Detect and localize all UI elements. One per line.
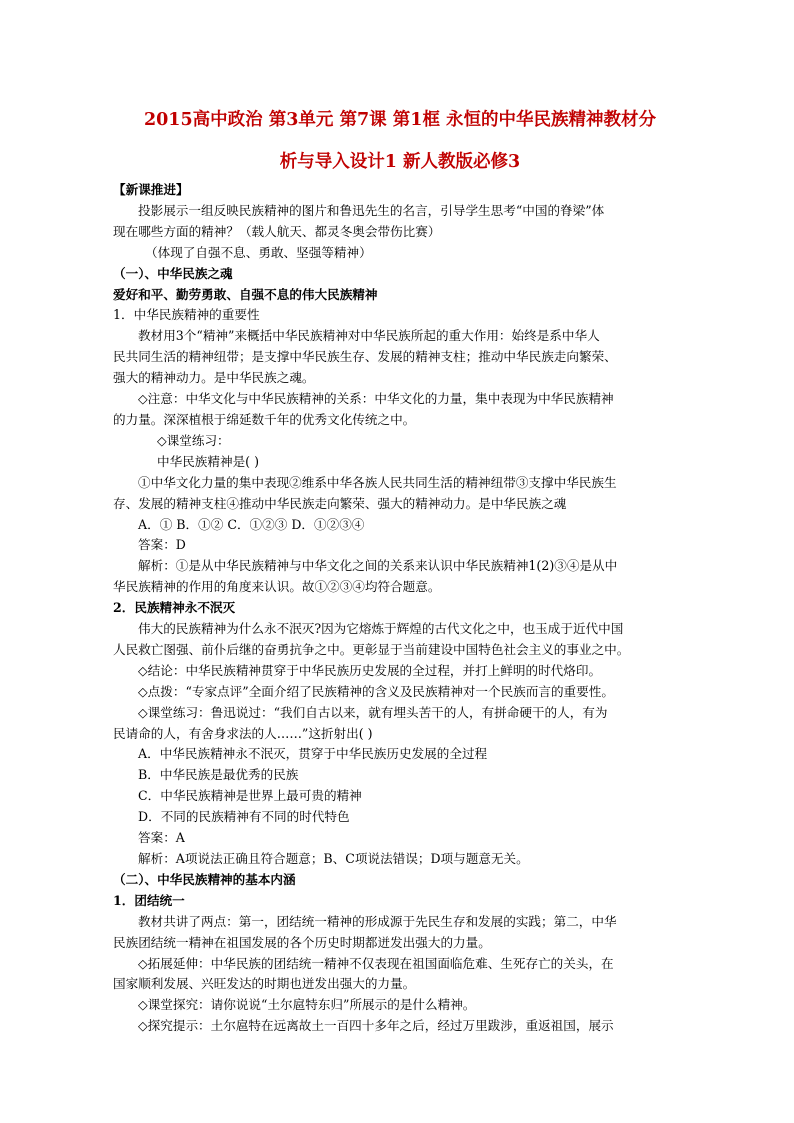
text-line: 民共同生活的精神纽带；是支撑中华民族生存、发展的精神支柱；推动中华民族走向繁荣、 — [113, 349, 617, 365]
text-line: 国家顺利发展、兴旺发达的时期也迸发出强大的力量。 — [113, 976, 416, 992]
text-line: 中华民族精神是( ) — [157, 453, 259, 469]
text-line: 爱好和平、勤劳勇敢、自强不息的伟大民族精神 — [113, 286, 378, 302]
text-line: 伟大的民族精神为什么永不泯灭?因为它熔炼于辉煌的古代文化之中，也玉成于近代中国 — [138, 621, 624, 637]
document-title-line-2: 析与导入设计1 新人教版必修3 — [279, 152, 521, 172]
text-line: 2．民族精神永不泯灭 — [113, 600, 236, 616]
text-line: 民请命的人，有舍身求法的人……”这折射出( ) — [113, 725, 373, 741]
text-line: D．不同的民族精神有不同的时代特色 — [138, 809, 350, 825]
text-line: 存、发展的精神支柱④推动中华民族走向繁荣、强大的精神动力。是中华民族之魂 — [113, 495, 567, 511]
text-line: 人民救亡图强、前仆后继的奋勇抗争之中。更彰显于当前建设中国特色社会主义的事业之中。 — [113, 641, 630, 657]
text-line: ◇课堂练习：鲁迅说过：“我们自古以来，就有埋头苦干的人，有拼命硬干的人，有为 — [138, 704, 608, 720]
text-line: C．中华民族精神是世界上最可贵的精神 — [138, 788, 362, 804]
text-line: A．① B．①② C．①②③ D．①②③④ — [138, 516, 365, 532]
text-line: A．中华民族精神永不泯灭，贯穿于中华民族历史发展的全过程 — [138, 746, 488, 762]
text-line: 1．中华民族精神的重要性 — [113, 307, 260, 323]
document-body — [113, 180, 683, 1037]
text-line: （二）、中华民族精神的基本内涵 — [113, 871, 296, 887]
text-line: （一）、中华民族之魂 — [113, 265, 233, 281]
document-title-line-1: 2015高中政治 第3单元 第7课 第1框 永恒的中华民族精神教材分 — [143, 110, 657, 130]
text-line: 华民族精神的作用的角度来认识。故①②③④均符合题意。 — [113, 579, 441, 595]
text-line: 【新课推进】 — [113, 182, 189, 197]
text-line: ◇结论：中华民族精神贯穿于中华民族历史发展的全过程，并打上鲜明的时代烙印。 — [138, 662, 602, 678]
text-line: 投影展示一组反映民族精神的图片和鲁迅先生的名言，引导学生思考“中国的脊梁”体 — [138, 202, 605, 218]
text-line: 民族团结统一精神在祖国发展的各个历史时期都迸发出强大的力量。 — [113, 934, 491, 950]
text-line: ◇课堂练习： — [157, 432, 230, 448]
text-line: ◇注意：中华文化与中华民族精神的关系：中华文化的力量，集中表现为中华民族精神 — [138, 391, 614, 407]
text-line: ◇课堂探究：请你说说“土尔扈特东归”所展示的是什么精神。 — [138, 997, 476, 1013]
text-line: ①中华文化力量的集中表现②维系中华各族人民共同生活的精神纽带③支撑中华民族生 — [138, 474, 617, 490]
text-line: ◇拓展延伸：中华民族的团结统一精神不仅表现在祖国面临危难、生死存亡的关头，在 — [138, 955, 614, 971]
text-line: 解析：A项说法正确且符合题意；B、C项说法错误；D项与题意无关。 — [138, 851, 529, 866]
text-line: 解析：①是从中华民族精神与中华文化之间的关系来认识中华民族精神1(2)③④是从中 — [138, 558, 618, 574]
text-line: B．中华民族是最优秀的民族 — [138, 767, 299, 783]
text-line: （体现了自强不息、勇敢、坚强等精神） — [145, 244, 372, 260]
text-line: 的力量。深深植根于绵延数千年的优秀文化传统之中。 — [113, 411, 416, 427]
text-line: ◇点拨：“专家点评”全面介绍了民族精神的含义及民族精神对一个民族而言的重要性。 — [138, 683, 614, 699]
text-line: ◇探究提示：土尔扈特在远离故土一百四十多年之后，经过万里跋涉，重返祖国，展示 — [138, 1018, 614, 1034]
text-line: 教材共讲了两点：第一，团结统一精神的形成源于先民生存和发展的实践；第二，中华 — [138, 913, 617, 929]
text-line: 答案：D — [138, 537, 186, 553]
text-line: 1．团结统一 — [113, 892, 185, 908]
text-line: 答案：A — [138, 830, 185, 846]
text-line: 现在哪些方面的精神？（载人航天、都灵冬奥会带伤比赛） — [113, 223, 441, 239]
text-line: 教材用3个“精神”来概括中华民族精神对中华民族所起的重大作用：始终是系中华人 — [138, 328, 600, 344]
text-line: 强大的精神动力。是中华民族之魂。 — [113, 370, 315, 386]
